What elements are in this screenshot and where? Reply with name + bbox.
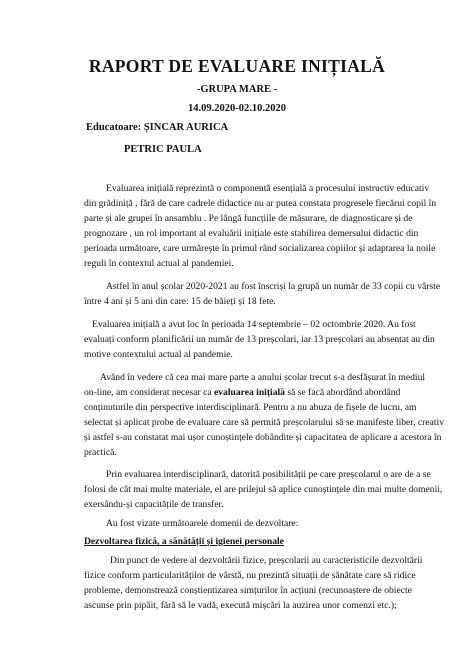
paragraph-6: Au fost vizate următoarele domenii de dezvoltare:	[106, 518, 299, 529]
paragraph-4-line-3: conținuturile din perspective interdisciplinară. Pentru a nu abuza de fișele de lucru, am	[84, 402, 417, 413]
section-heading: Dezvoltarea fizică, a sănătății și igienei personale	[84, 536, 284, 547]
paragraph-3-line-2: evaluați conform planificării un număr de 13 preșcolari, iar 13 preșcolari au absentat au din	[84, 334, 435, 345]
paragraph-1-line-3: parte și ale grupei în ansamblu . Pe lângă funcțiile de măsurare, de diagnosticare și de	[84, 213, 413, 224]
paragraph-7-line-2: fizice conform particularităților de vârstă, nu prezintă situații de sănătate care să ridice	[84, 570, 416, 581]
paragraph-3-line-1: Evaluarea inițială a avut loc în perioada 14 septembrie – 02 octombrie 2020. Au fost	[92, 319, 416, 330]
paragraph-3-line-3: motive contextului actual al pandemie.	[84, 349, 233, 360]
paragraph-1-line-4: prognozare , un rol important al evaluării inițiale este stabilirea demersului didactic din	[84, 228, 419, 239]
educator-second: PETRIC PAULA	[124, 144, 202, 155]
evaluation-term: evaluarea inițială	[213, 387, 285, 398]
paragraph-4-line-1: Având în vedere că cea mai mare parte a anului școlar trecut s-a desfășurat în mediul	[100, 372, 426, 383]
paragraph-7-line-4: ascunse prin pipăit, fără să le vadă, execută mișcări la auzirea unor comenzi etc.);	[84, 600, 397, 611]
paragraph-2-line-2: între 4 ani și 5 ani din care: 15 de băieți și 18 fete.	[84, 296, 276, 307]
paragraph-4-text-post: să se facă abordând abordând	[284, 387, 401, 398]
paragraph-4-line-5: și astfel s-au constatat mai ușor cunoștințele dobândite și capacitatea de aplicare a acestora în	[84, 432, 442, 443]
paragraph-7-line-1: Din punct de vedere al dezvoltării fizice, preșcolarii au caracteristicile dezvoltării	[110, 555, 423, 566]
period-dates: 14.09.2020-02.10.2020	[188, 103, 286, 114]
paragraph-5-line-1: Prin evaluarea interdisciplinară, datorită posibilității pe care preșcolarul o are de a se	[106, 469, 431, 480]
paragraph-5-line-3: exersându-și capacitățile de transfer.	[84, 499, 224, 510]
paragraph-1-line-2: din grădiniță , fără de care cadrele didactice nu ar putea constata progresele fiecărui copil în	[84, 198, 437, 209]
paragraph-1-line-5: perioada următoare, care urmărește în primul rând socializarea copiilor și adaptarea la noile	[84, 243, 436, 254]
paragraph-7-line-3: probleme, demonstrează conștientizarea simțurilor în acțiuni (recunoaștere de obiecte	[84, 585, 412, 596]
paragraph-4-text-pre: on-line, am considerat necesar ca	[84, 387, 214, 398]
paragraph-4-line-4: selectat și aplicat probe de evaluare care să permită preșcolarului să se manifeste liber, creativ	[84, 417, 445, 428]
paragraph-2-line-1: Astfel în anul școlar 2020-2021 au fost înscriși la grupă un număr de 33 copii cu vârste	[106, 281, 441, 292]
paragraph-4-line-6: practică.	[84, 447, 117, 458]
paragraph-5-line-2: folosi de cât mai multe materiale, el are prilejul să aplice cunoștințele din mai multe domenii,	[84, 484, 443, 495]
paragraph-1-line-6: reguli în contextul actual al pandemiei.	[84, 258, 234, 269]
page-title: RAPORT DE EVALUARE INIȚIALĂ	[88, 56, 386, 76]
paragraph-4-line-2	[84, 386, 401, 399]
group-label: -GRUPA MARE -	[196, 84, 278, 95]
educator-line: Educatoare: ȘINCAR AURICA	[86, 122, 229, 133]
paragraph-1-line-1: Evaluarea inițială reprezintă o componentă esențială a procesului instructiv educativ	[106, 183, 430, 194]
